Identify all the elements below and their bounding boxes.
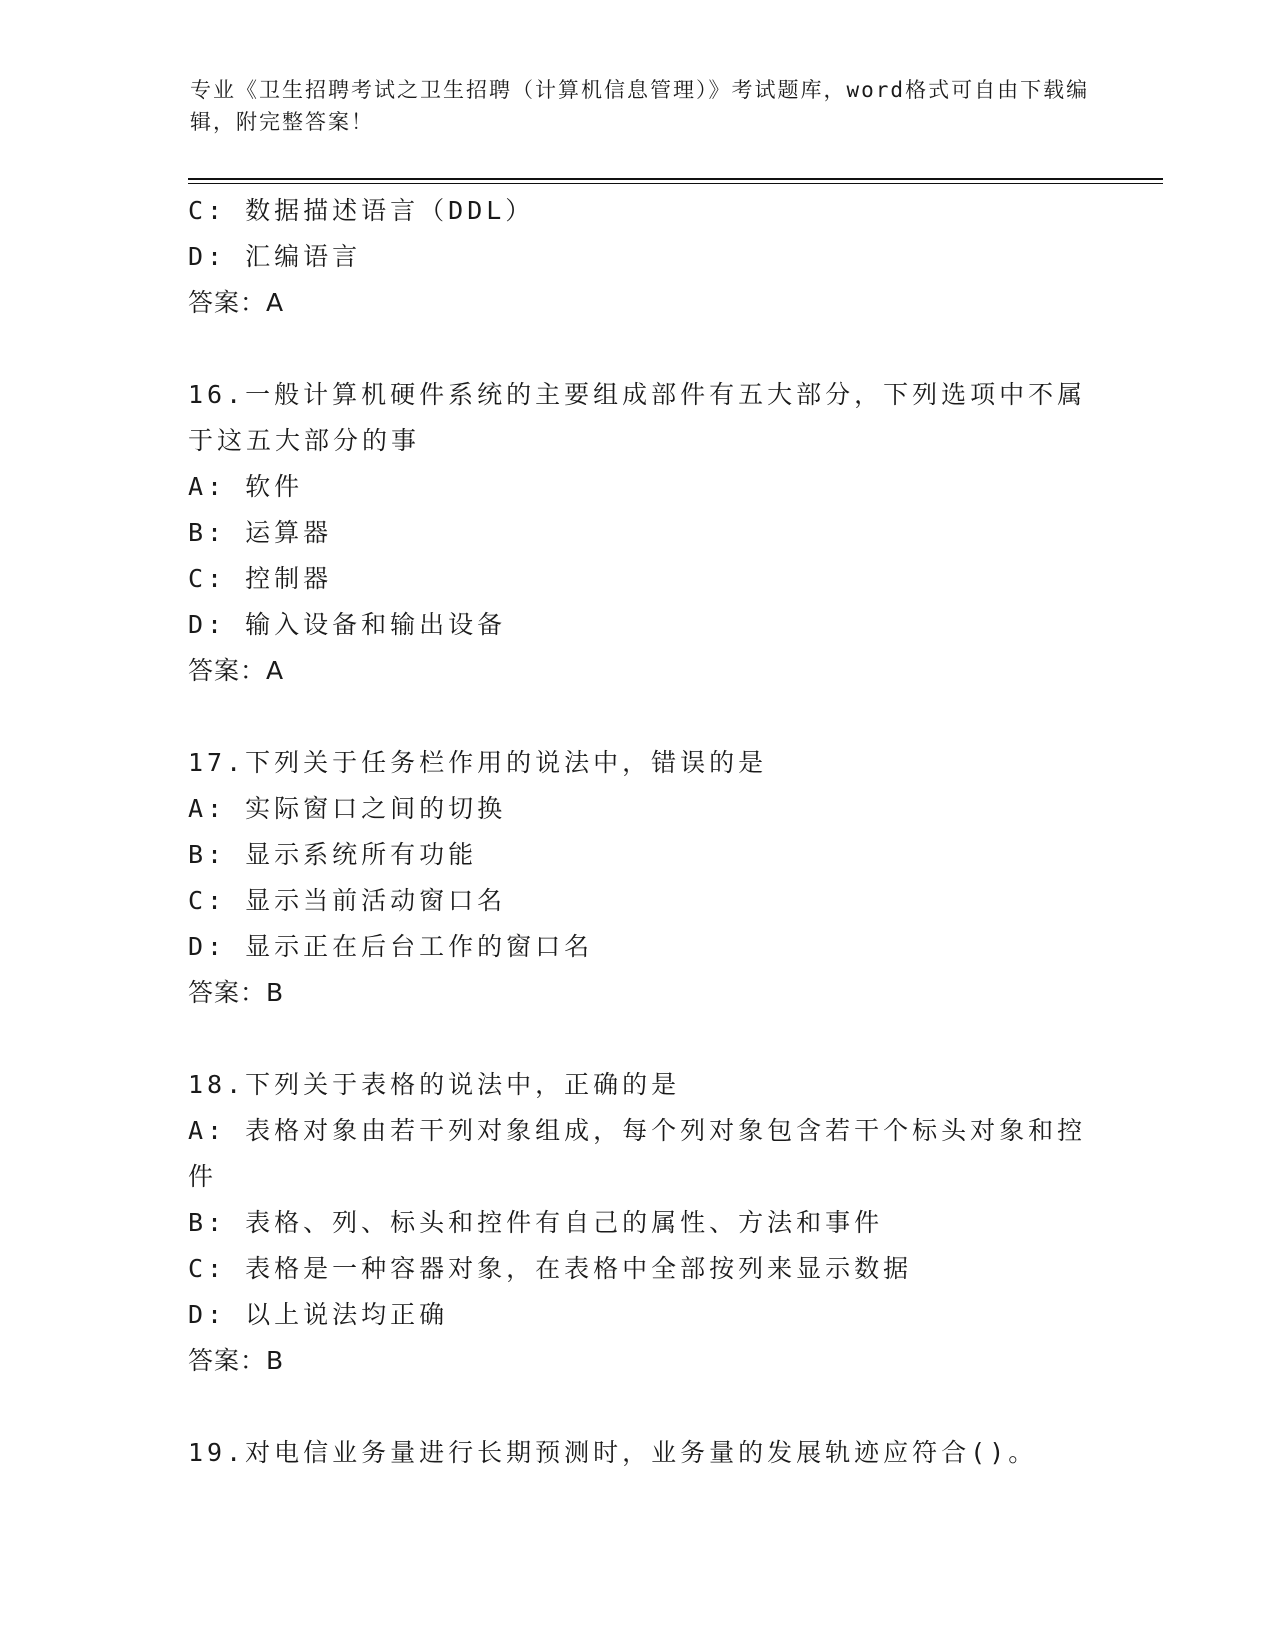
question-block-19 [188, 1430, 1088, 1476]
answer-line: 答案：B [188, 1346, 285, 1375]
option-a: A: 软件 [188, 472, 304, 501]
option-a-continued: 件 [188, 1162, 218, 1191]
answer-line: 答案：A [188, 656, 285, 685]
option-b: B: 运算器 [188, 518, 333, 547]
header-divider-thick [188, 178, 1163, 180]
option-c: C: 显示当前活动窗口名 [188, 886, 507, 915]
document-header: 专业《卫生招聘考试之卫生招聘（计算机信息管理）》考试题库，word格式可自由下载编辑，附完整答案！ [190, 78, 1090, 134]
option-c: C: 数据描述语言（DDL） [188, 196, 535, 225]
question-block-15 [188, 188, 1088, 326]
question-block-17 [188, 740, 1088, 1016]
option-c: C: 控制器 [188, 564, 333, 593]
question-block-16 [188, 372, 1088, 694]
header-divider-thin [188, 183, 1163, 184]
option-b: B: 表格、列、标头和控件有自己的属性、方法和事件 [188, 1208, 884, 1237]
option-d: D: 显示正在后台工作的窗口名 [188, 932, 594, 961]
question-list [188, 188, 1088, 1522]
answer-line: 答案：B [188, 978, 285, 1007]
question-stem: 19.对电信业务量进行长期预测时，业务量的发展轨迹应符合()。 [188, 1438, 1038, 1467]
option-a: A: 表格对象由若干列对象组成，每个列对象包含若干个标头对象和控 [188, 1116, 1087, 1145]
question-stem: 17.下列关于任务栏作用的说法中，错误的是 [188, 748, 768, 777]
answer-line: 答案：A [188, 288, 285, 317]
option-b: B: 显示系统所有功能 [188, 840, 478, 869]
option-a: A: 实际窗口之间的切换 [188, 794, 507, 823]
question-block-18 [188, 1062, 1088, 1384]
option-c: C: 表格是一种容器对象，在表格中全部按列来显示数据 [188, 1254, 913, 1283]
option-d: D: 以上说法均正确 [188, 1300, 449, 1329]
question-stem: 16.一般计算机硬件系统的主要组成部件有五大部分，下列选项中不属 [188, 380, 1087, 409]
question-stem: 18.下列关于表格的说法中，正确的是 [188, 1070, 681, 1099]
option-d: D: 汇编语言 [188, 242, 362, 271]
option-d: D: 输入设备和输出设备 [188, 610, 507, 639]
question-stem-continued: 于这五大部分的事 [188, 426, 421, 455]
